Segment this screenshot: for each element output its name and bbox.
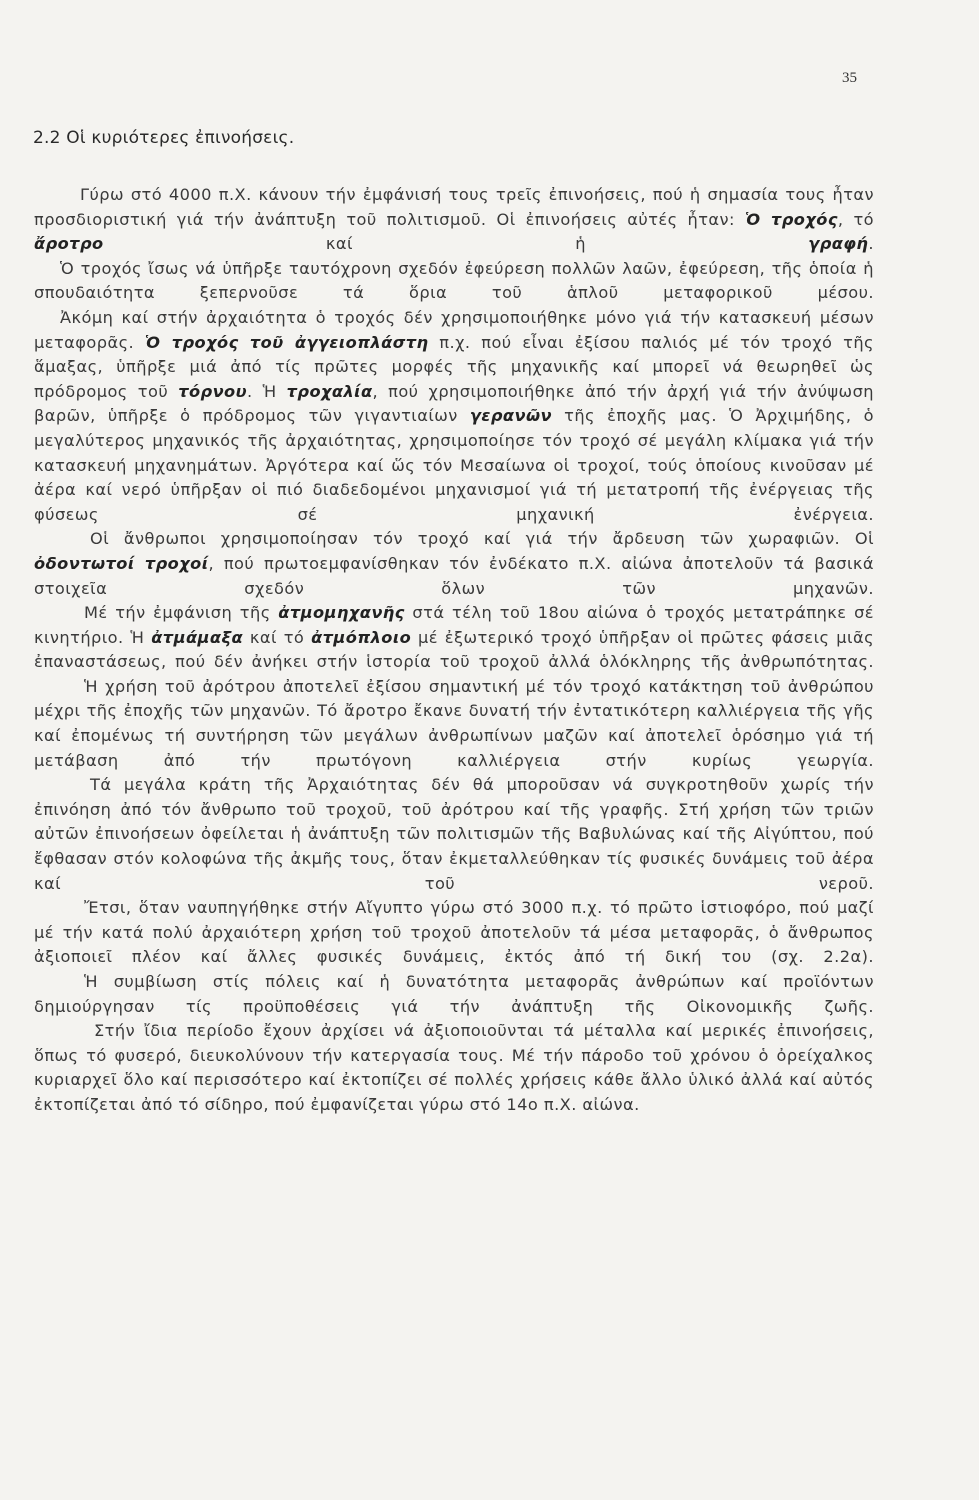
text-run: μέ ἐξωτερικό τροχό ὑπῆρξαν οἱ πρῶτες φάσεις μιᾶς ἐπαναστάσεως, πού δέν ἀνήκει στήν ἱστορία τοῦ τροχοῦ ἀλλά ὁλόκληρης τῆς ἀνθρωπότητας. xyxy=(34,627,875,672)
term: ὀδοντωτοί τροχοί xyxy=(34,553,209,573)
paragraph xyxy=(34,970,874,1019)
text-run: , τό xyxy=(837,209,875,229)
text-run: . xyxy=(868,234,874,254)
text-run: Ὁ τροχός ἴσως νά ὑπῆρξε ταυτόχρονη σχεδόν ἐφεύρεση πολλῶν λαῶν, ἐφεύρεση, τῆς ὁποία ἡ σπουδαιότητα ξεπερνοῦσε τά ὅρια τοῦ ἁπλοῦ μεταφορικοῦ μέσου. xyxy=(34,258,874,303)
body-text xyxy=(34,183,874,1118)
text-run: . Ἡ xyxy=(247,381,287,401)
paragraph xyxy=(34,896,874,970)
text-run: Ἀκόμη καί στήν ἀρχαιότητα ὁ τροχός δέν χρησιμοποιήθηκε μόνο γιά τήν κατασκευή μέσων μεταφορᾶς. xyxy=(34,307,874,352)
text-run: καί τό xyxy=(243,627,312,647)
term: ἀτμόπλοιο xyxy=(311,627,412,647)
section-heading: 2.2 Οἱ κυριότερες ἐπινοήσεις. xyxy=(33,128,295,148)
paragraph xyxy=(34,527,874,601)
text-run: στά τέλη τοῦ 18ου αἰώνα ὁ τροχός μετατράπηκε σέ κινητήριο. Ἡ xyxy=(34,603,874,647)
text-run: Στήν ἴδια περίοδο ἔχουν ἀρχίσει νά ἀξιοποιοῦνται τά μέταλλα καί μερικές ἐπινοήσεις, ὅπως τό φυσερό, διευκολύνουν τήν κατεργασία τους. Μέ τήν πάροδο τοῦ χρόνου ὁ ὀρείχαλκος κυριαρχεῖ ὅλο καί περισσότερο καί ἐκτοπίζει σέ πολλές χρήσεις κάθε ἄλλο ὑλικό ἀλλά καί αὐτός ἐκτοπίζεται ἀπό τό σίδηρο, πού ἐμφανίζεται γύρω στό 14ο π.Χ. αἰώνα. xyxy=(34,1021,874,1114)
text-run: τῆς ἐποχῆς μας. Ὁ Ἀρχιμήδης, ὁ μεγαλύτερος μηχανικός τῆς ἀρχαιότητας, χρησιμοποίησε τόν τροχό σέ μεγάλη κλίμακα γιά τήν κατασκευή μηχανημάτων. Ἀργότερα καί ὥς τόν Μεσαίωνα οἱ τροχοί, τούς ὁποίους κινοῦσαν μέ ἀέρα καί νερό ὑπῆρξαν οἱ πιό διαδεδομένοι μηχανισμοί γιά τή μετατροπή τῆς ἐνέργειας τῆς φύσεως σέ μηχανική ἐνέργεια. xyxy=(34,406,874,524)
paragraph xyxy=(34,601,874,675)
text-run: Γύρω στό 4000 π.Χ. κάνουν τήν ἐμφάνισή τους τρεῖς ἐπινοήσεις, πού ἡ σημασία τους ἦταν προσδιοριστική γιά τήν ἀνάπτυξη τοῦ πολιτισμοῦ. Οἱ ἐπινοήσεις αὐτές ἦταν: xyxy=(34,185,874,229)
text-run: π.χ. πού εἶναι ἐξίσου παλιός μέ τόν τροχό τῆς ἅμαξας, ὑπῆρξε μιά ἀπό τίς πρῶτες μορφές τῆς μηχανικῆς καί μπορεῖ νά θεωρηθεῖ ὡς πρόδρομος τοῦ xyxy=(34,332,874,401)
term: Ὁ τροχός xyxy=(744,209,838,229)
text-run: , πού χρησιμοποιήθηκε ἀπό τήν ἀρχή γιά τήν ἀνύψωση βαρῶν, ὑπῆρξε ὁ πρόδρομος τῶν γιγαντιαίων xyxy=(34,381,874,426)
term: γερανῶν xyxy=(469,406,552,426)
text-run: Ἡ χρήση τοῦ ἀρότρου ἀποτελεῖ ἐξίσου σημαντική μέ τόν τροχό κατάκτηση τοῦ ἀνθρώπου μέχρι τῆς ἐποχῆς τῶν μηχανῶν. Τό ἄροτρο ἔκανε δυνατή τήν ἐντατικότερη καλλιέργεια τῆς γῆς καί ἐπομένως τή συντήρηση τῶν μεγάλων ἀνθρωπίνων μαζῶν καί ἀποτελεῖ ὁρόσημο γιά τή μετάβαση ἀπό τήν πρωτόγονη καλλιέργεια στήν κυρίως γεωργία. xyxy=(34,676,874,770)
text-run: καί ἡ xyxy=(103,234,809,254)
term: ἄροτρο xyxy=(34,234,104,254)
paragraph xyxy=(34,306,874,527)
text-run: , πού πρωτοεμφανίσθηκαν τόν ἐνδέκατο π.Χ. αἰώνα ἀποτελοῦν τά βασικά στοιχεῖα σχεδόν ὅλων τῶν μηχανῶν. xyxy=(34,553,874,598)
term: ἀτμάμαξα xyxy=(151,627,244,647)
paragraph xyxy=(34,1019,874,1117)
text-run: Ἡ συμβίωση στίς πόλεις καί ἡ δυνατότητα μεταφορᾶς ἀνθρώπων καί προϊόντων δημιούργησαν τίς προϋποθέσεις γιά τήν ἀνάπτυξη τῆς Οἰκονομικῆς ζωῆς. xyxy=(34,972,874,1016)
term: γραφή xyxy=(808,234,869,254)
text-run: Ἔτσι, ὅταν ναυπηγήθηκε στήν Αἴγυπτο γύρω στό 3000 π.χ. τό πρῶτο ἱστιοφόρο, πού μαζί μέ τήν κατά πολύ ἀρχαιότερη χρήση τοῦ τροχοῦ ἀποτελοῦν τά μέσα μεταφορᾶς, ὁ ἄνθρωπος ἀξιοποιεῖ πλέον καί ἄλλες φυσικές δυνάμεις, ἐκτός ἀπό τή δική του (σχ. 2.2α). xyxy=(34,898,874,967)
paragraph xyxy=(34,183,874,257)
paragraph xyxy=(34,257,874,306)
term: ἀτμομηχανῆς xyxy=(278,603,405,623)
paragraph xyxy=(34,675,874,773)
term: Ὁ τροχός τοῦ ἀγγειοπλάστη xyxy=(144,332,429,352)
term: τροχαλία xyxy=(286,381,373,401)
term: τόρνου xyxy=(178,381,248,401)
text-run: Τά μεγάλα κράτη τῆς Ἀρχαιότητας δέν θά μποροῦσαν νά συγκροτηθοῦν χωρίς τήν ἐπινόηση ἀπό τόν ἄνθρωπο τοῦ τροχοῦ, τοῦ ἀρότρου καί τῆς γραφῆς. Στή χρήση τῶν τριῶν αὐτῶν ἐπινοήσεων ὀφείλεται ἡ ἀνάπτυξη τῶν πολιτισμῶν τῆς Βαβυλώνας καί τῆς Αἰγύπτου, πού ἔφθασαν στόν κολοφώνα τῆς ἀκμῆς τους, ὅταν ἐκμεταλλεύθηκαν τίς φυσικές δυνάμεις τοῦ ἀέρα καί τοῦ νεροῦ. xyxy=(34,775,874,893)
paragraph xyxy=(34,773,874,896)
text-run: Μέ τήν ἐμφάνιση τῆς xyxy=(84,603,279,623)
page-number: 35 xyxy=(842,70,857,86)
text-run: Οἱ ἄνθρωποι χρησιμοποίησαν τόν τροχό καί γιά τήν ἄρδευση τῶν χωραφιῶν. Οἱ xyxy=(90,529,874,549)
